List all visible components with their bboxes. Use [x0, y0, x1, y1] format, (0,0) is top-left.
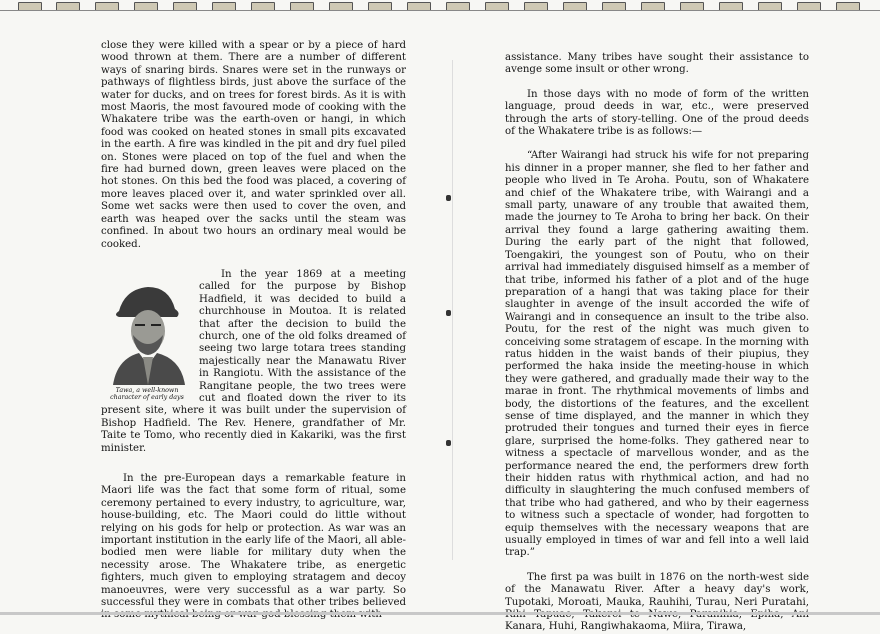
left-column — [101, 40, 406, 622]
paragraph-wairangi-story: “After Wairangi had struck his wife for not preparing his dinner in a proper manner, she fled to her father and people who lived in Te Aroha. Poutu, son of Whakatere and chief of the Whakatere tribe, with Wairangi and a small party, unaware of any trouble that awaited them, made the journey to Te Aroha to bring her back. On their arrival they found a large gathering awaiting them. During the early part of the night that followed, Toengakiri, the youngest son of Poutu, who on their arrival had immediately disguised himself as a member of that tribe, informed his father of a plot and of the huge preparation of a hangi that was taking place for their slaughter in avenge of the insult accorded the wife of Wairangi and in consequence an insult to the tribe also. Poutu, for the rest of the night was much given to conceiving some stratagem of escape. In the morning with ratus hidden in the waist bands of their piupius, they performed the haka inside the meeting-house in which they were gathered, and gradually made their way to the marae in front. The rhythmical movements of limbs and body, the distortions of the features, and the excellent sense of time displayed, and the manner in which they protruded their tongues and turned their eyes in fierce glare, surprised the home-folks. They gathered near to witness a spectacle of marvellous wonder, and as the performance neared the end, the performers drew forth their hidden ratus with rhythmical action, and had no difficulty in slaughtering the much confused members of that tribe who had gathered, and who by their eagerness to witness such a spectacle of wonder, had forgotten to equip themselves with the necessary weapons that are usually employed in times of war and fell into a well laid trap.” — [505, 150, 809, 559]
paragraph-earth-oven: close they were killed with a spear or by a piece of hard wood thrown at them. There are a number of different ways of snaring birds. Snares were set in the runways or pathways of flightless birds, just above the surface of the water for ducks, and on trees for forest birds. As it is with most Maoris, the most favoured mode of cooking with the Whakatere tribe was the earth-oven or hangi, in which food was cooked on heated stones in small pits excavated in the earth. A fire was kindled in the pit and dry fuel piled on. Stones were placed on top of the fuel and when the fire had burned down, green leaves were placed on the hot stones. On this bed the food was placed, a covering of more leaves placed over it, and water sprinkled over all. Some wet sacks were then used to cover the oven, and earth was heaped over the sacks until the steam was confined. In about two hours an ordinary meal would be cooked. — [101, 40, 406, 250]
right-column — [505, 52, 809, 634]
page-gutter — [452, 60, 453, 560]
margin-mark — [446, 310, 451, 316]
spiral-binding — [0, 0, 880, 16]
paragraph-assistance: assistance. Many tribes have sought their assistance to avenge some insult or other wrong. — [505, 52, 809, 76]
figure-caption: Tawa, a well-known character of early days — [110, 386, 184, 402]
church-section — [101, 269, 406, 455]
paragraph-church: In the year 1869 at a meeting called for the purpose by Bishop Hadfield, it was decided to build a churchhouse in Moutoa. It is related that after the decision to build the church, one of the old folks dreamed of seeing two large totara trees standing majestically near the Manawatu River in Rangiotu. With the assistance of the Rangitane people, the two trees were cut and floated down the river to its present site, where it was built under the supervision of Bishop Hadfield. The Rev. Henere, grandfather of Mr. Taite te Tomo, who recently died in Kakariki, was the first minister. — [101, 268, 406, 454]
portrait-photo — [105, 269, 191, 385]
margin-mark — [446, 440, 451, 446]
portrait-figure — [101, 269, 193, 401]
paragraph-story-telling: In those days with no mode of form of the written language, proud deeds in war, etc., were preserved through the arts of story-telling. One of the proud deeds of the Whakatere tribe is as follows:— — [505, 88, 809, 138]
margin-mark — [446, 195, 451, 201]
paragraph-ritual: In the pre-European days a remarkable feature in Maori life was the fact that some form of ritual, some ceremony pertained to every industry, to agriculture, war, house-building, etc. The Maori could do little without relying on his gods for help or protection. As war was an important institution in the early life of the Maori, all able-bodied men were liable for military duty when the necessity arose. The Whakatere tribe, as energetic fighters, much given to employing stratagem and decoy manoeuvres, were very successful as a war party. So successful they were in combats that other tribes believed — [101, 473, 406, 609]
paragraph-first-pa: The first pa was built in 1876 on the north-west side of the Manawatu River. After a heavy day's work, Tupotaki, Moroati, Mauka, Rauhihi, Turau, Neri Puratahi, Kanara, Huhi, Rangiwhakaoma, Miira, Tirawa, — [505, 571, 809, 633]
page-top-edge — [0, 10, 880, 11]
page-bottom-edge — [0, 612, 880, 615]
